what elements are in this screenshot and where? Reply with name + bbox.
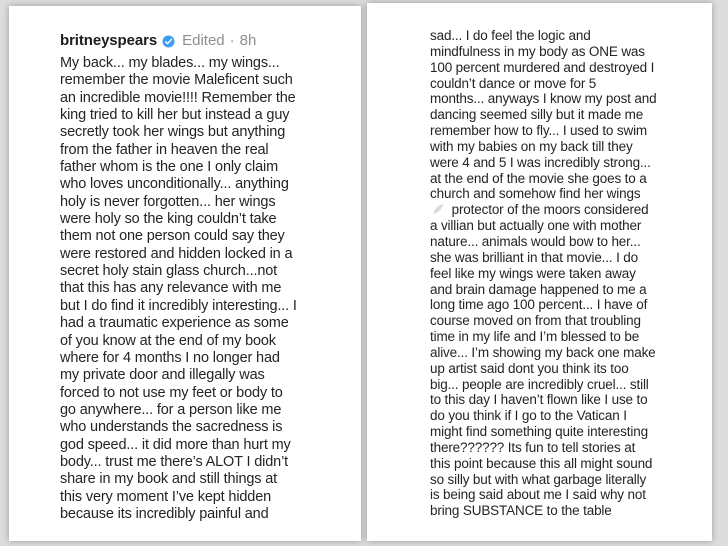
text-line: but I do find it incredibly interesting... I	[60, 297, 297, 314]
text-line: feel like my wings were taken away	[430, 265, 636, 281]
text-line: up artist said dont you think its too	[430, 360, 629, 376]
text-line: were 4 and 5 I was incredibly strong...	[430, 154, 651, 170]
text-line: were holy so the king couldn’t take	[60, 211, 277, 228]
text-line: long time ago 100 percent... I have of	[430, 297, 648, 313]
text-line: bring SUBSTANCE to the table	[430, 503, 612, 519]
text-line: so silly but with what garbage literally	[430, 471, 647, 487]
text-line: might find something quite interesting	[430, 424, 648, 440]
text-line: a villian but actually one with mother	[430, 218, 642, 234]
post-page-2	[367, 3, 712, 541]
text-line: secretly took her wings but anything	[60, 124, 286, 141]
text-line: of you know at the end of my book	[60, 332, 276, 349]
username[interactable]: britneyspears	[60, 32, 158, 49]
text-line: holy is never forgotten... her wings	[60, 193, 276, 210]
text-line: church and somehow find her wings	[430, 186, 641, 202]
text-line: course moved on from that troubling	[430, 313, 641, 329]
edited-label: Edited	[182, 32, 225, 49]
text-line: who understands the sacredness is	[60, 419, 283, 436]
post-header	[60, 32, 256, 50]
text-line: where for 4 months I no longer had	[60, 349, 280, 366]
text-line: my private door and illegally was	[60, 367, 265, 384]
text-line: at the end of the movie she goes to a	[430, 170, 647, 186]
text-line: 100 percent murdered and destroyed I	[430, 59, 655, 75]
text-line: with my babies on my back till they	[430, 138, 633, 154]
text-line: father whom is the one I only claim	[60, 159, 278, 176]
text-line: remember the movie Maleficent such	[60, 72, 293, 89]
text-line: this very moment I’ve kept hidden	[60, 488, 272, 505]
text-line: an incredible movie!!!! Remember the	[60, 89, 296, 106]
text-line: forced to not use my feet or body to	[60, 384, 283, 401]
text-line: were restored and hidden locked in a	[60, 245, 293, 262]
text-line: them not one person could say they	[60, 228, 285, 245]
text-line: secret holy stain glass church...not	[60, 263, 278, 280]
text-line: and brain damage happened to me a	[430, 281, 647, 297]
post-text-page-2	[430, 28, 656, 519]
text-line: couldn’t dance or move for 5	[430, 75, 597, 91]
text-line: protector of the moors considered	[430, 202, 656, 218]
text-line: to this day I haven’t flown like I use to	[430, 392, 648, 408]
text-line: do you think if I go to the Vatican I	[430, 408, 627, 424]
text-line: who loves unconditionally... anything	[60, 176, 289, 193]
text-line: king tried to kill her but instead a guy	[60, 107, 290, 124]
feather-emoji-icon	[431, 202, 445, 216]
text-line: alive... I’m showing my back one make	[430, 344, 656, 360]
timestamp: 8h	[239, 32, 257, 49]
text-line: months... anyways I know my post and	[430, 91, 657, 107]
text-line: had a traumatic experience as some	[60, 315, 289, 332]
text-line: this point because this all might sound	[430, 455, 653, 471]
text-line: mindfulness in my body as ONE was	[430, 43, 645, 59]
post-text-page-1	[60, 55, 297, 523]
text-line: that this has any relevance with me	[60, 280, 282, 297]
text-line: god speed... it did more than hurt my	[60, 436, 291, 453]
text-line: big... people are incredibly cruel... still	[430, 376, 649, 392]
text-line: from the father in heaven the real	[60, 141, 269, 158]
text-line: nature... animals would bow to her...	[430, 233, 641, 249]
verified-badge-icon	[162, 35, 175, 48]
text-line: share in my book and still things at	[60, 471, 278, 488]
text-line: because its incredibly painful and	[60, 505, 269, 522]
text-line: sad... I do feel the logic and	[430, 28, 591, 43]
text-line: go anywhere... for a person like me	[60, 401, 282, 418]
text-line: is being said about me I said why not	[430, 487, 646, 503]
text-line: body... trust me there’s ALOT I didn’t	[60, 453, 289, 470]
separator-dot: ·	[229, 32, 235, 49]
post-page-1	[9, 6, 361, 541]
text-line: there?????? Its fun to tell stories at	[430, 439, 636, 455]
text-line: dancing seemed silly but it made me	[430, 107, 644, 123]
text-line: remember how to fly... I used to swim	[430, 123, 648, 139]
text-line: My back... my blades... my wings...	[60, 55, 280, 71]
text-line: she was brilliant in that movie... I do	[430, 249, 639, 265]
text-line: time in my life and I’m blessed to be	[430, 329, 640, 345]
